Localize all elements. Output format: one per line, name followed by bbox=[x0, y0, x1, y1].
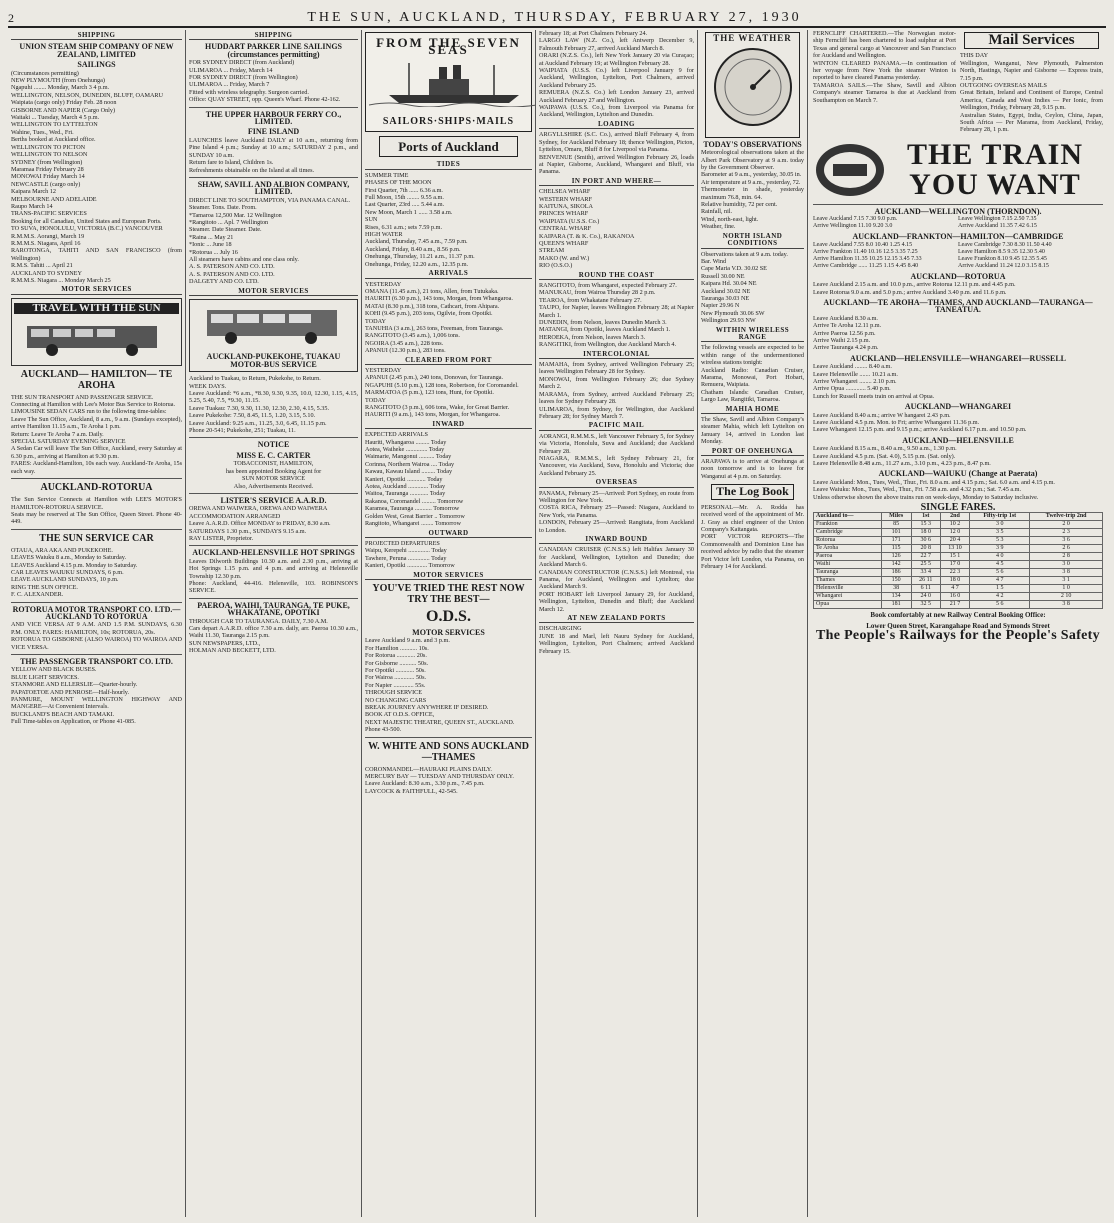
ods-logo: O.D.S. bbox=[426, 607, 471, 625]
fares-row bbox=[814, 529, 1103, 537]
body-text: TOBACCONIST, HAMILTON, has been appointed Booking Agent for SUN MOTOR SERVICE Also, Advertisements Received. bbox=[225, 460, 322, 490]
body-text: Leave Auckland 2.15 a.m. and 10.0 p.m., arrive Rotorua 12.11 p.m. and 4.45 p.m. Leave Rotorua 9.0 a.m. and 5.0 p.m.; arrive Auckland 3.40 p.m. and 11.6 p.m. bbox=[813, 281, 1016, 296]
body-text: THROUGH CAR TO TAURANGA. DAILY, 7.30 A.M. Cars depart A.A.R.D. office 7.30 a.m. daily, arr. Paeroa 10.30 a.m., Waihi 11.30, Tauranga 2.15 p.m. SUN NEWSPAPERS, LTD., HOLMAN AND BECKETT, LTD. bbox=[189, 617, 358, 655]
fares-body bbox=[814, 521, 1103, 609]
ad-heading: HUDDART PARKER LINE SAILINGS (circumstances permitting) bbox=[204, 42, 342, 59]
fares-cell: 20 8 bbox=[911, 545, 940, 553]
section-header: SHIPPING bbox=[11, 32, 182, 40]
fares-cell: 5 6 bbox=[970, 601, 1030, 609]
fares-cell: Whangarei bbox=[814, 593, 882, 601]
fares-cell: 32 5 bbox=[911, 601, 940, 609]
fares-cell: 3 0 bbox=[970, 521, 1030, 529]
body-text: OREWA AND WAIWERA, OREWA AND WAIWERA ACCOMMODATION ARRANGED Leave A.A.R.D. Office MONDAY to FRIDAY, 8.30 a.m. SATURDAYS 1.30 p.m., SUNDAYS 9.15 a.m. RAY LISTER, Proprietor. bbox=[189, 505, 331, 542]
ad-heading: LISTER'S SERVICE A.A.R.D. bbox=[220, 495, 327, 505]
section-header: PACIFIC MAIL bbox=[539, 422, 694, 430]
body-text: YESTERDAY APANUI (2.45 p.m.), 240 tons, Donovan, for Tauranga. NGAPUHI (5.10 p.m.), 128 tons, Robertson, for Coromandel. MARMATOA (5 p.m.), 123 tons, Hunt, for Opotiki. TODAY RANGITOTO (3 p.m.), 606 tons, Wake, for Great Barrier. HAURITI (9 a.m.), 143 tons, Morgan, for Whangaroa. bbox=[365, 366, 519, 419]
fares-cell: 2 8 bbox=[1030, 553, 1103, 561]
travel-banner: TRAVEL WITH THE SUN bbox=[14, 303, 179, 314]
body-text: PANAMA, February 25—Arrived: Port Sydney, en route from Wellington for New York. COSTA RICA, February 25—Passed: Niagara, Auckland to New York, via Panama. LONDON, February 25—Arrived: Rangitata, from Auckland to London. bbox=[539, 489, 694, 534]
fares-cell: 16 0 bbox=[940, 593, 969, 601]
ad-subheading: MOTOR SERVICES bbox=[412, 627, 485, 637]
fares-cell: 142 bbox=[881, 561, 911, 569]
fares-cell: Helensville bbox=[814, 585, 882, 593]
body-text: Observations taken at 9 a.m. today. Bar. Wind Cape Maria V.D. 30.02 SE Russell 30.00 NE Kaipara Hd. 30.04 NE Auckland 30.02 NE Tauranga 30.03 NE Napier 29.96 N New Plymouth 30.06 SW Wellington 29.93 NW bbox=[701, 250, 788, 325]
section-header: ARRIVALS bbox=[365, 270, 532, 278]
fares-row bbox=[814, 545, 1103, 553]
body-text: Leave Auckland 8.40 a.m.; arrive W hangarei 2.43 p.m. Leave Auckland 4.5 p.m. Mon. to Fri; arrive Whangarei 11.36 p.m. Leave Whangarei 12.15 p.m. and 9.15 p.m.; arrive Auckland 6.17 p.m. and 10.50 p.m. bbox=[813, 411, 1027, 434]
body-text: YELLOW AND BLACK BUSES. BLUE LIGHT SERVICES. STANMORE AND ELLERSLIE—Quarter-hourly. PAPATOETOE AND PENROSE—Half-hourly. PANMURE, MOUNT WELLINGTON HIGHWAY AND MANGERE—At Convenient Intervals. BUCKLAND'S BEACH AND TAMAKI. Full Time-tables on Application, or Phone 41-085. bbox=[11, 666, 182, 726]
ad-subheading: FINE ISLAND bbox=[247, 127, 300, 137]
column-3 bbox=[362, 30, 536, 1217]
fares-cell: 2 0 bbox=[1030, 521, 1103, 529]
body-text: ARGYLLSHIRE (S.C. Co.), arrived Bluff February 4, from Sydney, for Auckland February 18; thence Wellington, Picton, Lyttelton, Omaru, Bluff 8 for Liverpool via Panama. BENVENUE (Smith), arrived Wellington February 26, loads at Napier, Gisborne, Auckland, Whangarei and Bluff, via Panama. bbox=[539, 131, 694, 176]
route-heading: AUCKLAND—FRANKTON—HAMILTON—CAMBRIDGE bbox=[852, 232, 1064, 242]
body-text: ARAPAWA is to arrive at Onehunga at noon tomorrow and is to leave for Wanganui at 4 p.m. on Saturday. bbox=[701, 458, 804, 480]
fares-header-row bbox=[814, 513, 1103, 521]
fares-header-cell: 2nd bbox=[940, 513, 969, 521]
route-heading: AUCKLAND—WELLINGTON (THORNDON). bbox=[874, 206, 1042, 216]
fares-cell: 85 bbox=[881, 521, 911, 529]
body-text: EXPECTED ARRIVALS Hauriti, Whangaroa ......... Today Aotea, Waiheke .............. Today Waimarie, Mangonui .......... Today Corinna, Northern Wairoa .... Today Kawau, Kawau Island ......... Today Kanieri, Opotiki ............ Today Aotea, Auckland ............. Today Waitoa, Tauranga ............ Today Rakanoa, Coromandel ......... Tomorrow Karamea, Tauranga ........... Tomorrow Golden West, Great Barrier .. Tomorrow Rangitoto, Whangarei ........ Tomorrow bbox=[365, 431, 465, 528]
masthead bbox=[8, 4, 1106, 28]
section-header: MOTOR SERVICES bbox=[365, 572, 532, 580]
fares-cell: 4 7 bbox=[940, 585, 969, 593]
fares-cell: 5 3 bbox=[970, 537, 1030, 545]
booking-office-line-1: Book comfortably at new Railway Central Booking Office: bbox=[870, 611, 1046, 620]
fares-row bbox=[814, 521, 1103, 529]
fares-cell: Frankton bbox=[814, 521, 882, 529]
body-text: CORONMANDEL—HAURAKI PLAINS DAILY. MERCURY BAY — TUESDAY AND THURSDAY ONLY. Leave Auckland: 8.30 a.m., 3.30 p.m., 7.45 p.m. LAYCOCK & FAITHFULL, 42-545. bbox=[365, 765, 514, 795]
section-header: INTERCOLONIAL bbox=[539, 351, 694, 359]
timetable-outbound: Leave Auckland 7.15 7.30 9.0 p.m. Arrive Wellington 11.10 9.20 3.0 bbox=[813, 216, 898, 230]
fares-cell: 17 0 bbox=[940, 561, 969, 569]
body-text: DISCHARGING JUNE 18 and Marl, left Nauru Sydney for Auckland, Wellington, Lyttelton, Port Chalmers; arrived Auckland February 15. bbox=[539, 625, 694, 655]
column-5 bbox=[698, 30, 808, 1217]
ad-heading: MISS E. C. CARTER bbox=[236, 450, 311, 460]
fares-cell: Tauranga bbox=[814, 569, 882, 577]
route-heading: AUCKLAND—WAIUKU (Change at Paerata) bbox=[878, 469, 1038, 479]
fares-cell: 2 6 bbox=[1030, 545, 1103, 553]
banner-title: FROM THE SEVEN SEAS bbox=[376, 35, 521, 58]
body-text: MAMAHA, from Sydney, arrived Wellington February 25; leaves Wellington February 28 for Sydney. MONOWAI, from Wellington February 26; due Sydney March 2. MARAMA, from Sydney, arrived Auckland February 25; leaves for Sydney February 28. ULIMAROA, from Sydney, for Wellington, due Auckland February 28; for Sydney March 7. bbox=[539, 361, 694, 420]
body-text: Leave Auckland ........ 8.40 a.m. Leave Helensville ....... 10.21 a.m. Arrive Whangarei ........ 2.10 p.m. Arrive Opua ............. 5.40 p.m. Lunch for Russell meets train on arrival at Opua. bbox=[813, 363, 935, 400]
fares-cell: Thames bbox=[814, 577, 882, 585]
fares-cell: 30 6 bbox=[911, 537, 940, 545]
fares-cell: 3 8 bbox=[1030, 601, 1103, 609]
route-heading: AUCKLAND—HELENSVILLE—WHANGAREI—RUSSELL bbox=[849, 353, 1067, 363]
ad-heading: YOU'VE TRIED THE REST NOW TRY THE BEST— bbox=[372, 582, 525, 605]
ad-heading: THE PASSENGER TRANSPORT CO. LTD. bbox=[20, 657, 173, 666]
fares-cell: 12 0 bbox=[940, 529, 969, 537]
notice-heading: NOTICE bbox=[257, 440, 290, 450]
fares-row bbox=[814, 577, 1103, 585]
bus-illustration bbox=[17, 316, 177, 360]
fares-row bbox=[814, 553, 1103, 561]
fares-cell: 3 0 bbox=[1030, 561, 1103, 569]
body-text: (Circumstances permitting) NEW PLYMOUTH (from Onehunga) Ngapuhi ........ Monday, March 3 4 p.m. WELLINGTON, NELSON, DUNEDIN, BLUFF, OAMARU Waipiata (cargo only) Friday Feb. 28 noon GISBORNE AND NAPIER (Cargo Only) Waitaki ... Tuesday, March 4 5 p.m. WELLINGTON TO LYTTELTON Wahine, Tues., Wed., Fri. Berths booked at Auckland office. WELLINGTON TO PICTON WELLINGTON TO NELSON SYDNEY (from Wellington) Maramaa Friday February 28 MONOWAI Friday March 14 NEWCASTLE (cargo only) Kaipara March 12 MELBOURNE AND ADELAIDE Raupo March 14 TRANS-PACIFIC SERVICES Booking for all Canadian, United States and European Ports. TO SUVA, HONOLULU, VICTORIA (B.C.) VANCOUVER R.M.M.S. Aorangi, March 19 R.M.M.S. Niagara, April 16 RAROTONGA, TAHITI AND SAN FRANCISCO (from Wellington) R.M.S. Tahiti ... April 21 AUCKLAND TO SYDNEY R.M.M.S. Niagara ... Monday March 25 bbox=[11, 69, 182, 284]
fares-cell: Rotorua bbox=[814, 537, 882, 545]
bus-ad bbox=[189, 299, 358, 372]
body-text: SUMMER TIME PHASES OF THE MOON First Quarter, 7th ...... 6.36 a.m. Full Moon, 15th ........ 9.55 a.m. Last Quarter, 23rd ..... 5.44 a.m. New Moon, March 1 ...... 3.58 a.m. SUN Rises, 6.31 a.m.; sets 7.59 p.m. HIGH WATER Auckland, Thursday, 7.45 a.m., 7.59 p.m. Auckland, Friday, 8.40 a.m., 8.56 p.m. Onehunga, Thursday, 11.21 a.m., 11.37 p.m. Onehunga, Friday, 12.20 a.m., 12.35 p.m. bbox=[365, 171, 475, 268]
body-text: OTAUA, ARA AKA AND PUKEKOHE. LEAVES Waiuku 8 a.m., Monday to Saturday. LEAVES Auckland 4.15 p.m. Monday to Saturday. CAR LEAVES WAIUKU SUNDAYS, 6 p.m. LEAVE AUCKLAND SUNDAYS, 10 p.m. RING THE SUN OFFICE. F. C. ALEXANDER. bbox=[11, 546, 138, 599]
section-header: IN PORT AND WHERE— bbox=[539, 178, 694, 186]
body-text: FOR SYDNEY DIRECT (from Auckland) ULIMAROA ... Friday, March 14 FOR SYDNEY DIRECT (from Wellington) ULIMAROA ... Friday, March 7 Fitted with wireless telegraphy. Surgeon carried. Office: QUAY STREET, opp. Queen's Wharf. Phone 42-162. bbox=[189, 59, 341, 104]
subheading: TODAY'S OBSERVATIONS bbox=[703, 139, 802, 149]
body-text: DIRECT LINE TO SOUTHAMPTON, VIA PANAMA CANAL. Steamer. Tons. Date. From. *Tamaroa 12,500 Mar. 12 Wellington *Rangitoto ... Apl. 7 Wellington Steamer. Date Steamer. Date. *Raina ... May 21 *Ionic ... June 18 *Rotorua ... July 16 All steamers have cabins and one class only. A. S. PATERSON AND CO. LTD. A. S. PATERSON AND CO. LTD. DALGETY AND CO. LTD. bbox=[189, 196, 351, 286]
fares-cell: 186 bbox=[881, 569, 911, 577]
section-header: AT NEW ZEALAND PORTS bbox=[539, 615, 694, 623]
fares-cell: 181 bbox=[881, 601, 911, 609]
weather-box bbox=[705, 32, 800, 138]
fares-cell: 4 0 bbox=[970, 553, 1030, 561]
fares-cell: 1 5 bbox=[970, 585, 1030, 593]
bus-illustration bbox=[199, 302, 349, 348]
fares-cell: 3 1 bbox=[1030, 577, 1103, 585]
fares-table bbox=[813, 512, 1103, 609]
fares-cell: 22 3 bbox=[940, 569, 969, 577]
fares-cell: 150 bbox=[881, 577, 911, 585]
body-text: LAUNCHES leave Auckland DAILY at 10 a.m., returning from Pine Island 4 p.m.; Sunday at 10 a.m.; SATURDAY 2 p.m., and SUNDAY 10 a.m. Return fare to Island, Children 1s. Refreshments obtainable on the Island at all times. bbox=[189, 136, 358, 174]
ad-heading: AUCKLAND-PUKEKOHE, TUAKAU MOTOR-BUS SERVICE bbox=[206, 352, 341, 369]
body-text: Leaves Dilworth Buildings 10.30 a.m. and 2.30 p.m., arriving at Hot Springs 1.15 p.m. and 4 p.m. and arriving at Helensville Township 12.30 p.m. Phone: Auckland, 44-416. Helensville, 103. ROBINSON'S SERVICE. bbox=[189, 557, 358, 595]
body-text: Leave Auckland 8.15 a.m., 8.40 a.m., 9.50 a.m., 1.30 p.m. Leave Auckland 4.5 p.m. (Sat. 4.0), 5.15 p.m. (Sat. only). Leave Helensville 8.48 a.m., 11.27 a.m., 3.10 p.m., 4.23 p.m., 8.47 p.m. bbox=[813, 445, 991, 468]
seven-seas-banner bbox=[365, 32, 532, 132]
fares-cell: Waihi bbox=[814, 561, 882, 569]
section-header: SHIPPING bbox=[189, 32, 358, 40]
fares-row bbox=[814, 593, 1103, 601]
fares-cell: 33 4 bbox=[911, 569, 940, 577]
fares-row bbox=[814, 537, 1103, 545]
body-text: CHELSEA WHARF WESTERN WHARF KAITUNA, SIKOLA PRINCES WHARF WAIPIATA (U.S.S. Co.) CENTRAL WHARF KAIPARA (T. & K. Co.), RAKANOA QUEEN'S WHARF STREAM MAKO (W. and W.) RIO (O.S.O.) bbox=[539, 188, 635, 270]
body-text: AND VICE VERSA AT 9 A.M. AND 1.5 P.M. SUNDAYS, 6.30 P.M. ONLY. FARES: HAMILTON, 10s; ROTORUA, 20s. ROTORUA TO GISBORNE (ALSO WAIROA) TO WAIROA AND VICE VERSA. bbox=[11, 621, 182, 651]
route-heading: AUCKLAND—ROTORUA bbox=[910, 271, 1006, 281]
fares-cell: 4 5 bbox=[970, 561, 1030, 569]
fares-cell: 5 6 bbox=[970, 569, 1030, 577]
fares-cell: 2 3 bbox=[1030, 529, 1103, 537]
ports-heading: Ports of Auckland bbox=[379, 136, 518, 157]
fares-cell: 20 4 bbox=[940, 537, 969, 545]
fares-cell: Te Aroha bbox=[814, 545, 882, 553]
fares-header-cell: Fifty-trip 1st bbox=[970, 513, 1030, 521]
timetable bbox=[813, 242, 1103, 270]
column-2 bbox=[186, 30, 362, 1217]
body-text: Leave Auckland: Mon., Tues, Wed., Thur., Fri. 8.0 a.m. and 4.15 p.m.; Sat. 6.0 a.m. and 4.15 p.m. Leave Waiuku: Mon., Tues, Wed., Thur., Fri. 7.58 a.m. and 4.32 p.m.; Sat. 7.45 a.m. Unless otherwise shown the above trains run on week-days, Monday to Saturday inclusive. bbox=[813, 478, 1055, 501]
railway-emblem-icon bbox=[813, 140, 887, 200]
fares-cell: 15 3 bbox=[911, 521, 940, 529]
section-header: OUTWARD bbox=[365, 530, 532, 538]
booking-office-line-2: Lower Queen Street, Karangahape Road and Symonds Street bbox=[866, 621, 1050, 630]
body-text: Meteorological observations taken at the Albert Park Observatory at 9 a.m. today by the Government Observer. Barometer at 9 a.m., yesterday, 30.05 in. Air temperature at 9 a.m., yesterday, 72. Thermometer in shade, yesterday maximum 76.8, min. 64. Relative humidity, 72 per cent. Rainfall, nil. Wind, north-east, light. Weather, fine. bbox=[701, 149, 804, 231]
fares-row bbox=[814, 585, 1103, 593]
body-text: FERNCLIFF CHARTERED.—The Norwegian motor-ship Ferncliff has been chartered to load sulphur at Port Texas and general cargo at Vancouver and San Francisco for Auckland and Wellington. WINTON CLEARED PANAMA.—In continuation of her voyage from New York the steamer Winton is reported to have cleared Panama yesterday. TAMAROA SAILS.—The Shaw, Savill and Albion Company's steamer Tamaroa is due at Auckland from Southampton on March 7. bbox=[813, 30, 956, 104]
fares-header-cell: Twelve-trip 2nd bbox=[1030, 513, 1103, 521]
body-text: YESTERDAY OMANA (11.45 a.m.), 21 tons, Allen, from Tutukaka. HAURITI (6.30 p.m.), 143 tons, Morgan, from Whangaroa. MATAI (8.30 p.m.), 318 tons, Cathcart, from Ahipara. KOHI (9.45 p.m.), 203 tons, Ogilvie, from Opotiki. TODAY TANUHIA (3 a.m.), 263 tons, Freeman, from Tauranga. RANGITOTO (3.45 a.m.), 1,006 tons. NGOIRA (3.45 a.m.), 228 tons. APANUI (12.30 p.m.), 283 tons. bbox=[365, 280, 513, 355]
timetable bbox=[813, 216, 1103, 230]
fares-cell: 3 8 bbox=[1030, 569, 1103, 577]
fares-cell: 18 0 bbox=[911, 529, 940, 537]
fares-cell: 10 2 bbox=[940, 521, 969, 529]
ad-heading: W. WHITE AND SONS AUCKLAND—THAMES bbox=[368, 740, 529, 763]
fares-cell: 134 bbox=[881, 593, 911, 601]
log-book-heading: The Log Book bbox=[711, 484, 794, 499]
ship-illustration bbox=[369, 57, 536, 107]
body-text: The Sun Service Connects at Hamilton with LEE'S MOTOR'S HAMILTON-ROTORUA SERVICE. Seats may be reserved at The Sun Office, Queen Street. Phone 40-449. bbox=[11, 496, 182, 526]
route-heading: AUCKLAND—HELENSVILLE bbox=[902, 435, 1014, 445]
fares-cell: Paeroa bbox=[814, 553, 882, 561]
ad-heading: AUCKLAND-ROTORUA bbox=[40, 482, 153, 494]
body-text: CANADIAN CRUISER (C.N.S.S.) left Halifax January 30 for Auckland, Wellington, Lyttelton and Dunedin; due Auckland March 6. CANADIAN CONSTRUCTOR (C.N.S.S.) left Montreal, via Panama, for Auckland, Wellington and Lyttelton; due Auckland March 9. PORT HOBART left Liverpool January 29, for Auckland, Wellington, Lyttelton, Dunedin and Bluff; due Auckland March 12. bbox=[539, 546, 694, 613]
train-heading-line-1: THE TRAIN bbox=[907, 137, 1083, 171]
fares-cell: 115 bbox=[881, 545, 911, 553]
fares-header-cell: Auckland to— bbox=[814, 513, 882, 521]
banner-subtitle: SAILORS·SHIPS·MAILS bbox=[382, 115, 515, 127]
section-header: PORT OF ONEHUNGA bbox=[701, 448, 804, 456]
fares-header-cell: 1st bbox=[911, 513, 940, 521]
section-header: WITHIN WIRELESS RANGE bbox=[701, 327, 804, 343]
fares-cell: 3 9 bbox=[970, 545, 1030, 553]
ad-heading: SHAW, SAVILL AND ALBION COMPANY, LIMITED. bbox=[197, 179, 350, 197]
fares-cell: 101 bbox=[881, 529, 911, 537]
fares-cell: 25 5 bbox=[911, 561, 940, 569]
timetable-return: Leave Cambridge 7.30 8.30 11.50 4.40 Leave Hamilton 8.5 9.35 12.30 5.40 Leave Frankton 8.10 9.45 12.35 5.45 Arrive Auckland 11.24 12.0 3.15 8.15 bbox=[958, 241, 1052, 269]
fares-row bbox=[814, 569, 1103, 577]
fares-cell: 3 5 bbox=[970, 529, 1030, 537]
section-header: TIDES bbox=[365, 161, 532, 169]
fares-cell: Opua bbox=[814, 601, 882, 609]
section-header: INWARD bbox=[365, 421, 532, 429]
fares-cell: 24 0 bbox=[911, 593, 940, 601]
body-text: February 18; at Port Chalmers February 24. LARGO LAW (N.Z. Co.), left Antwerp December 9, Falmouth February 27, arrived Auckland March 8. ORARI (N.Z.S. Co.), left New York January 20 via Curaçao; at Auckland February 19; at Wellington February 28. WAIPIATA (U.S.S. Co.) left Liverpool January 9 for Auckland, Wellington, Lyttelton, Port Chalmers, arrived Auckland February 25. REMUERA (N.Z.S. Co.) left London January 23, arrived Auckland February 27 and Wellington. WAIPAWA (U.S.S. Co.), from Liverpool via Panama for Auckland, Wellington, Lyttelton and Dunedin. bbox=[539, 30, 694, 119]
fares-cell: 171 bbox=[881, 537, 911, 545]
page-number: 2 bbox=[8, 11, 15, 25]
column-1 bbox=[8, 30, 186, 1217]
ad-heading: AUCKLAND-HELENSVILLE HOT SPRINGS bbox=[192, 548, 355, 558]
fares-cell: 22 7 bbox=[911, 553, 940, 561]
fares-cell: Cambridge bbox=[814, 529, 882, 537]
fares-cell: 126 bbox=[881, 553, 911, 561]
section-header: MOTOR SERVICES bbox=[189, 288, 358, 296]
fares-cell: 4 7 bbox=[970, 577, 1030, 585]
barometer-icon bbox=[708, 42, 798, 132]
fares-cell: 2 10 bbox=[1030, 593, 1103, 601]
body-text: RANGITOTO, from Whangarei, expected February 27. MANUKAU, from Wairoa Thursday 28 2 p.m. TEAROA, from Whakatane February 27. TAUPO, for Napier, leaves Wellington February 28; at Napier March 1. DUNEDIN, from Nelson, leaves Dunedin March 3. MATANGI, from Opotiki, leaves Auckland March 1. HEROEKA, from Nelson, leaves March 3. RANGITIKI, from Wellington, due Auckland March 4. bbox=[539, 282, 694, 349]
timetable-return: Leave Wellington 7.15 2.50 7.35 Arrive Auckland 11.35 7.42 6.15 bbox=[958, 216, 1037, 230]
ad-heading: THE UPPER HARBOUR FERRY CO., LIMITED. bbox=[205, 109, 342, 127]
fares-cell: 15 1 bbox=[940, 553, 969, 561]
fares-cell: 3 6 bbox=[1030, 537, 1103, 545]
railways-slogan: The People's Railways for the People's Safety bbox=[816, 628, 1100, 644]
fares-cell: 1 0 bbox=[1030, 585, 1103, 593]
body-text: THE SUN TRANSPORT AND PASSENGER SERVICE. Connecting at Hamilton with Lee's Motor Bus Service to Rotorua. LIMOUSINE SEDAN CARS run to the following time-tables: Leave The Sun Office, Auckland, 8 a.m., 9 a.m. (Sundays excepted), arrive Hamilton 11.15 a.m., Te Aroha 1 p.m. Return: Leave Te Aroha 7 a.m. Daily. SPECIAL SATURDAY EVENING SERVICE A Sedan Car will leave The Sun Office, Auckland, every Saturday at 6.30 p.m., arriving at Hamilton at 9.30 p.m. FARES: Auckland-Hamilton, 10s each way. Auckland-Te Aroha, 15s each way. bbox=[11, 393, 182, 475]
ad-heading: THE SUN SERVICE CAR bbox=[39, 532, 154, 544]
train-heading-line-2: YOU WANT bbox=[909, 167, 1081, 201]
ad-heading: AUCKLAND— HAMILTON— TE AROHA bbox=[20, 368, 173, 391]
company-name: UNION STEAM SHIP COMPANY OF NEW ZEALAND, LIMITED bbox=[19, 42, 174, 59]
fares-row bbox=[814, 561, 1103, 569]
fares-cell: 6 11 bbox=[911, 585, 940, 593]
fares-cell: 4 2 bbox=[970, 593, 1030, 601]
fares-cell: 13 10 bbox=[940, 545, 969, 553]
fares-heading: SINGLE FARES. bbox=[920, 502, 996, 514]
section-header: INWARD BOUND bbox=[539, 536, 694, 544]
body-text: Auckland to Tuakau, to Return, Pukekohe, to Return. WEEK DAYS. Leave Auckland: *6 a.m., *8.30, 9.30, 9.35, 10.0, 12.30, 1.15, 4.15, 5.25, 5.40, 7.5, *9.30, 11.15. Leave Tuakau: 7.30, 9.30, 11.30, 12.30, 2.30, 4.15, 5.35. Leave Pukekohe: 7.50, 8.45, 11.5, 1.20, 3.15, 5.10. Leave Auckland: 9.25 a.m., 11.25, 3.0, 6.45, 11.15 p.m. Phone 20-541; Pukekohe, 251; Tuakau, 11. bbox=[189, 375, 358, 435]
fares-row bbox=[814, 601, 1103, 609]
body-text: PROJECTED DEPARTURES Waipu, Kerepehi .............. Today Tawhere, Peruna .............. Today Kanieri, Opotiki ............. Tomorrow bbox=[365, 539, 455, 570]
body-text: Leave Auckland 9 a.m. and 3 p.m. For Hamilton ........... 10s. For Rotorua ............ 20s. For Gisborne ........... 50s. For Opotiki ............ 50s. For Wairoa ............. 50s. For Napier ............. 55s. THROUGH SERVICE NO CHANGING CARS BREAK JOURNEY ANYWHERE IF DESIRED. BOOK AT O.D.S. OFFICE, NEXT MAJESTIC THEATRE, QUEEN ST., AUCKLAND. Phone 43-500. bbox=[365, 637, 515, 734]
subheading: SAILINGS bbox=[77, 60, 116, 70]
body-text: The following vessels are expected to be within range of the undermentioned wireless stations tonight: Auckland Radio: Canadian Cruiser, Marama, Monowai, Port Hobart, Remuera, Waipiata. Chatham Islands: Canadian Cruiser, Largo Law, Rangitiki, Tamaroa. bbox=[701, 344, 804, 404]
fares-cell: 21 7 bbox=[940, 601, 969, 609]
section-header: OVERSEAS bbox=[539, 479, 694, 487]
ad-heading: ROTORUA MOTOR TRANSPORT CO. LTD.—AUCKLAND TO ROTORUA bbox=[12, 604, 181, 621]
masthead-title: THE SUN, AUCKLAND, THURSDAY, FEBRUARY 27, 1930 bbox=[307, 10, 802, 25]
travel-ad bbox=[11, 298, 182, 366]
body-text: THIS DAY Wellington, Wanganui, New Plymouth, Palmerston North, Hastings, Napier and Gisborne — Express train, 7.15 p.m. OUTGOING OVERSEAS MAILS Great Britain, Ireland and Continent of Europe, Central America, Canada and West Indies — Per Ionic, from Wellington, Friday, February 28, 9.15 p.m. Australian States, Egypt, India, Ceylon, China, Japan, South Africa — Per Marama, from Auckland, Friday, February 28, 1 p.m. bbox=[960, 52, 1103, 134]
timetable-outbound: Leave Auckland 7.55 8.0 10.40 1.25 4.15 Arrive Frankton 11.40 10.16 12.5 3.35 7.25 Arrive Hamilton 11.35 10.25 12.15 3.45 7.33 Arrive Cambridge ...... 11.25 1.15 4.45 8.40 bbox=[813, 241, 922, 269]
body-text: AORANGI, R.M.M.S., left Vancouver February 5, for Sydney via Victoria, Honolulu, Suva and Auckland; due Auckland February 28. NIAGARA, R.M.M.S., left Sydney February 21, for Vancouver, via Auckland, Suva, Honolulu and Victoria; due Auckland February 25. bbox=[539, 432, 694, 477]
body-text: PERSONAL—Mr. A. Rodda has received word of the appointment of Mr. J. Gray as chief engineer of the Union Company's Kaitangata. PORT VICTOR REPORTS—The Commonwealth and Dominion Line has received advice by radio that the steamer Port Victor left London, via Panama, on February 14 for Auckland. bbox=[701, 503, 804, 570]
fares-cell: 18 0 bbox=[940, 577, 969, 585]
section-header: LOADING bbox=[539, 121, 694, 129]
column-6 bbox=[810, 30, 1106, 1217]
fares-header-cell: Miles bbox=[881, 513, 911, 521]
route-heading: AUCKLAND—WHANGAREI bbox=[904, 402, 1012, 412]
body-text: Leave Auckland 8.30 a.m. Arrive Te Aroha 12.11 p.m. Arrive Paeroa 12.56 p.m. Arrive Waihi 2.15 p.m. Arrive Tauranga 4.24 p.m. bbox=[813, 314, 882, 352]
section-header: MAHIA HOME bbox=[701, 406, 804, 414]
mail-services-heading: Mail Services bbox=[964, 32, 1099, 49]
fares-cell: 38 bbox=[881, 585, 911, 593]
section-header: NORTH ISLAND CONDITIONS bbox=[701, 233, 804, 249]
ad-heading: PAEROA, WAIHI, TAURANGA, TE PUKE, WHAKATANE, OPOTIKI bbox=[197, 600, 350, 618]
column-4 bbox=[536, 30, 698, 1217]
weather-title: THE WEATHER bbox=[713, 33, 792, 43]
section-header: ROUND THE COAST bbox=[539, 272, 694, 280]
body-text: The Shaw, Savill and Albion Company's steamer Mahia, which left Lyttelton on January 14, arrived in London last Monday. bbox=[701, 416, 804, 446]
route-heading: AUCKLAND—TE AROHA—THAMES, AND AUCKLAND—TAURANGA—TANEATUA. bbox=[823, 297, 1093, 315]
section-header: CLEARED FROM PORT bbox=[365, 357, 532, 365]
section-header: MOTOR SERVICES bbox=[11, 286, 182, 294]
fares-cell: 26 11 bbox=[911, 577, 940, 585]
